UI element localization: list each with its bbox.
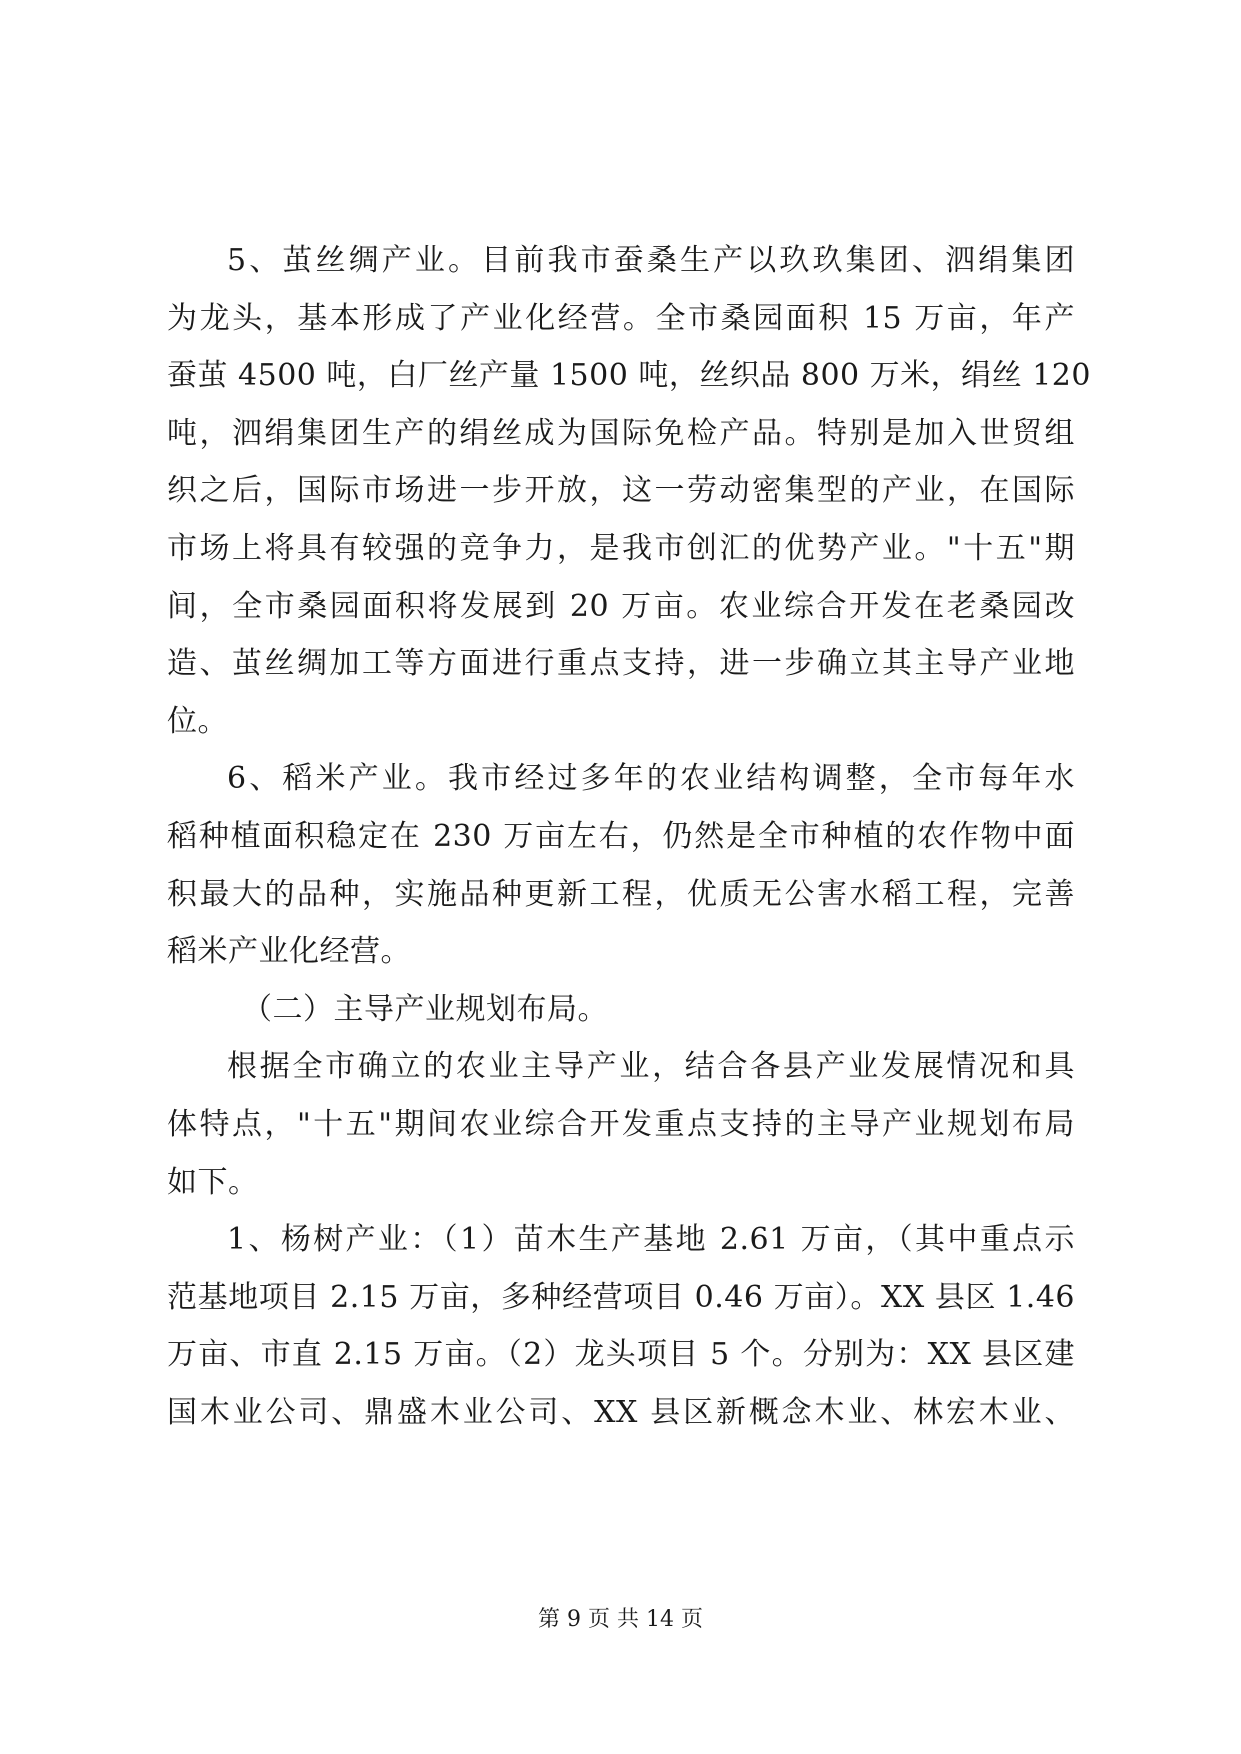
- text-line: 5、茧丝绸产业。目前我市蚕桑生产以玖玖集团、泗绢集团: [227, 243, 1075, 278]
- text-line: 稻种植面积稳定在 230 万亩左右，仍然是全市种植的农作物中面: [167, 818, 1075, 854]
- text-line: 为龙头，基本形成了产业化经营。全市桑园面积 15 万亩，年产: [167, 300, 1075, 336]
- text-line: 1、杨树产业：（1）苗木生产基地 2.61 万亩，（其中重点示: [227, 1222, 1075, 1258]
- text-line: 蚕茧 4500 吨，白厂丝产量 1500 吨，丝织品 800 万米，绢丝 120: [167, 358, 1091, 394]
- page-number: 第 9 页 共 14 页: [538, 1607, 703, 1632]
- section-heading-text: （二）主导产业规划布局。: [242, 991, 608, 1027]
- text-line: 国木业公司、鼎盛木业公司、XX 县区新概念木业、林宏木业、: [167, 1394, 1075, 1430]
- text-line: 体特点，"十五"期间农业综合开发重点支持的主导产业规划布局: [167, 1106, 1075, 1142]
- text-line: 市场上将具有较强的竞争力，是我市创汇的优势产业。"十五"期: [167, 530, 1075, 566]
- text-line: 位。: [167, 703, 228, 739]
- text-line: 根据全市确立的农业主导产业，结合各县产业发展情况和具: [227, 1049, 1075, 1085]
- text-line: 造、茧丝绸加工等方面进行重点支持，进一步确立其主导产业地: [167, 646, 1075, 682]
- text-line: 积最大的品种，实施品种更新工程，优质无公害水稻工程，完善: [167, 876, 1075, 912]
- text-line: 吨，泗绢集团生产的绢丝成为国际免检产品。特别是加入世贸组: [167, 415, 1075, 451]
- text-line: 稻米产业化经营。: [167, 934, 411, 970]
- paragraph-layout-intro: [167, 1038, 1075, 1211]
- document-body: [167, 232, 1091, 1441]
- text-line: 如下。: [167, 1164, 259, 1200]
- paragraph-silk-industry: [167, 232, 1091, 750]
- paragraph-rice-industry: [167, 750, 1075, 980]
- page-footer: [0, 1605, 1241, 1635]
- text-line: 万亩、市直 2.15 万亩。（2）龙头项目 5 个。分别为：XX 县区建: [167, 1337, 1075, 1373]
- text-line: 织之后，国际市场进一步开放，这一劳动密集型的产业，在国际: [167, 473, 1075, 509]
- text-line: 范基地项目 2.15 万亩，多种经营项目 0.46 万亩）。XX 县区 1.46: [167, 1279, 1075, 1315]
- paragraph-poplar-industry: [167, 1211, 1075, 1441]
- section-heading: [167, 981, 1075, 1039]
- text-line: 间，全市桑园面积将发展到 20 万亩。农业综合开发在老桑园改: [167, 588, 1075, 624]
- text-line: 6、稻米产业。我市经过多年的农业结构调整，全市每年水: [227, 761, 1075, 797]
